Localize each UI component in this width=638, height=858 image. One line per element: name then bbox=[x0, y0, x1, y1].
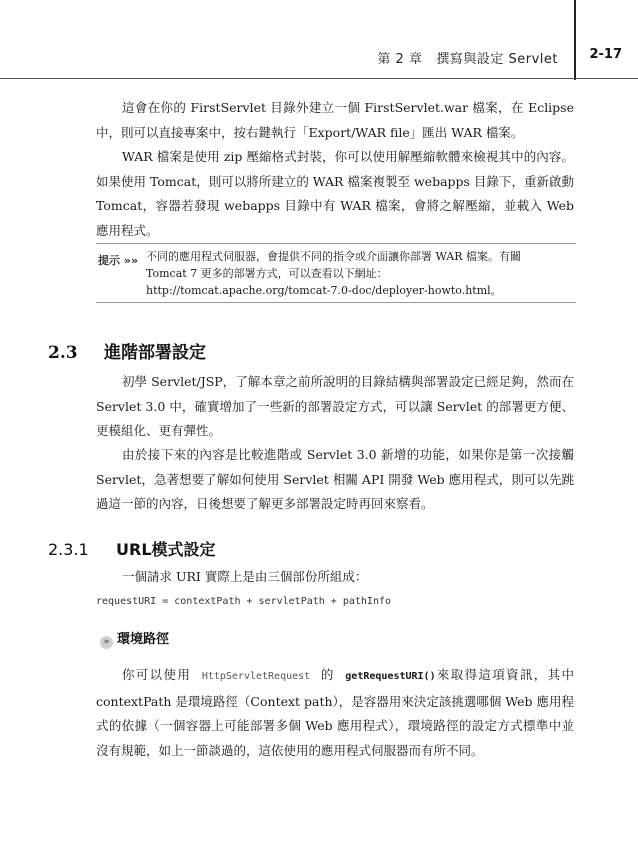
code-getrequesturi: getRequestURI() bbox=[345, 671, 436, 682]
code-httpservletrequest: HttpServletRequest bbox=[201, 671, 311, 682]
subsection-intro: 一個請求 URI 實際上是由三個部份所組成： bbox=[122, 569, 368, 584]
subsection-number: 2.3.1 bbox=[48, 540, 89, 559]
subsection-heading bbox=[48, 537, 216, 560]
chevron-circle-icon: » bbox=[100, 636, 113, 649]
chapter-label: 第 2 章 bbox=[377, 52, 423, 67]
tip-box bbox=[96, 243, 576, 303]
topic-title: 環境路徑 bbox=[117, 632, 170, 647]
paragraph-export-war: 這會在你的 FirstServlet 目錄外建立一個 FirstServlet.war 檔案，在 Eclipse 中，則可以直接專案中，按右鍵執行「Export/WAR file」匯出 WAR 檔案。 bbox=[96, 100, 574, 140]
section-paragraph-1: 初學 Servlet/JSP，了解本章之前所說明的目錄結構與部署設定已經足夠，然而在 Servlet 3.0 中，確實增加了一些新的部署設定方式，可以讓 Servlet 的部署更方便、更模組化、更有彈性。 bbox=[96, 374, 574, 438]
paragraph-war-format: WAR 檔案是使用 zip 壓縮格式封裝，你可以使用解壓縮軟體來檢視其中的內容。如果使用 Tomcat，則可以將所建立的 WAR 檔案複製至 webapps 目錄下，重新啟動 Tomcat，容器若發現 webapps 目錄中有 WAR 檔案，會將之解壓縮，並載入 Web 應用程式。 bbox=[96, 149, 574, 238]
topic-paragraph: 你可以使用 HttpServletRequest 的 getRequestURI()來取得這項資訊，其中 contextPath 是環境路徑（Context path），是容器用來決定該挑選哪個 Web 應用程式的依據（一個容器上可能部署多個 Web 應用程式），環境路徑的設定方式標準中並沒有規範，如上一節談過的，這依使用的應用程式伺服器而有所不同。 bbox=[96, 667, 574, 758]
chevron-right-icon: »» bbox=[123, 254, 139, 267]
tip-label: 提示 »» bbox=[98, 254, 139, 267]
topic-heading bbox=[100, 628, 169, 649]
section-paragraph-2: 由於接下來的內容是比較進階或 Servlet 3.0 新增的功能，如果你是第一次接觸 Servlet，急著想要了解如何使用 Servlet 相關 API 開發 Web 應用程式，則可以先跳過這一節的內容，日後想要了解更多部署設定時再回來察看。 bbox=[96, 447, 574, 511]
header-horizontal-rule bbox=[0, 78, 638, 79]
section-number: 2.3 bbox=[48, 343, 78, 363]
subsection-title: URL模式設定 bbox=[116, 540, 216, 559]
tip-line-1: 不同的應用程式伺服器，會提供不同的指令或介面讓你部署 WAR 檔案。有關 bbox=[146, 250, 521, 263]
page-number: 2-17 bbox=[589, 47, 622, 62]
header-vertical-rule bbox=[574, 0, 576, 80]
code-request-uri: requestURI = contextPath + servletPath + pathInfo bbox=[96, 596, 392, 607]
section-title: 進階部署設定 bbox=[104, 343, 206, 363]
tip-text: 不同的應用程式伺服器，會提供不同的指令或介面讓你部署 WAR 檔案。有關 Tomcat 7 更多的部署方式，可以查看以下網址： http://tomcat.apache.org/tomcat-7.0-doc/deployer-howto.html。 bbox=[146, 250, 521, 297]
running-head bbox=[377, 48, 558, 67]
tip-line-2: Tomcat 7 更多的部署方式，可以查看以下網址： bbox=[146, 267, 388, 280]
chapter-title: 撰寫與設定 Servlet bbox=[436, 52, 558, 67]
section-heading bbox=[48, 338, 206, 363]
tip-url: http://tomcat.apache.org/tomcat-7.0-doc/deployer-howto.html bbox=[146, 284, 491, 297]
